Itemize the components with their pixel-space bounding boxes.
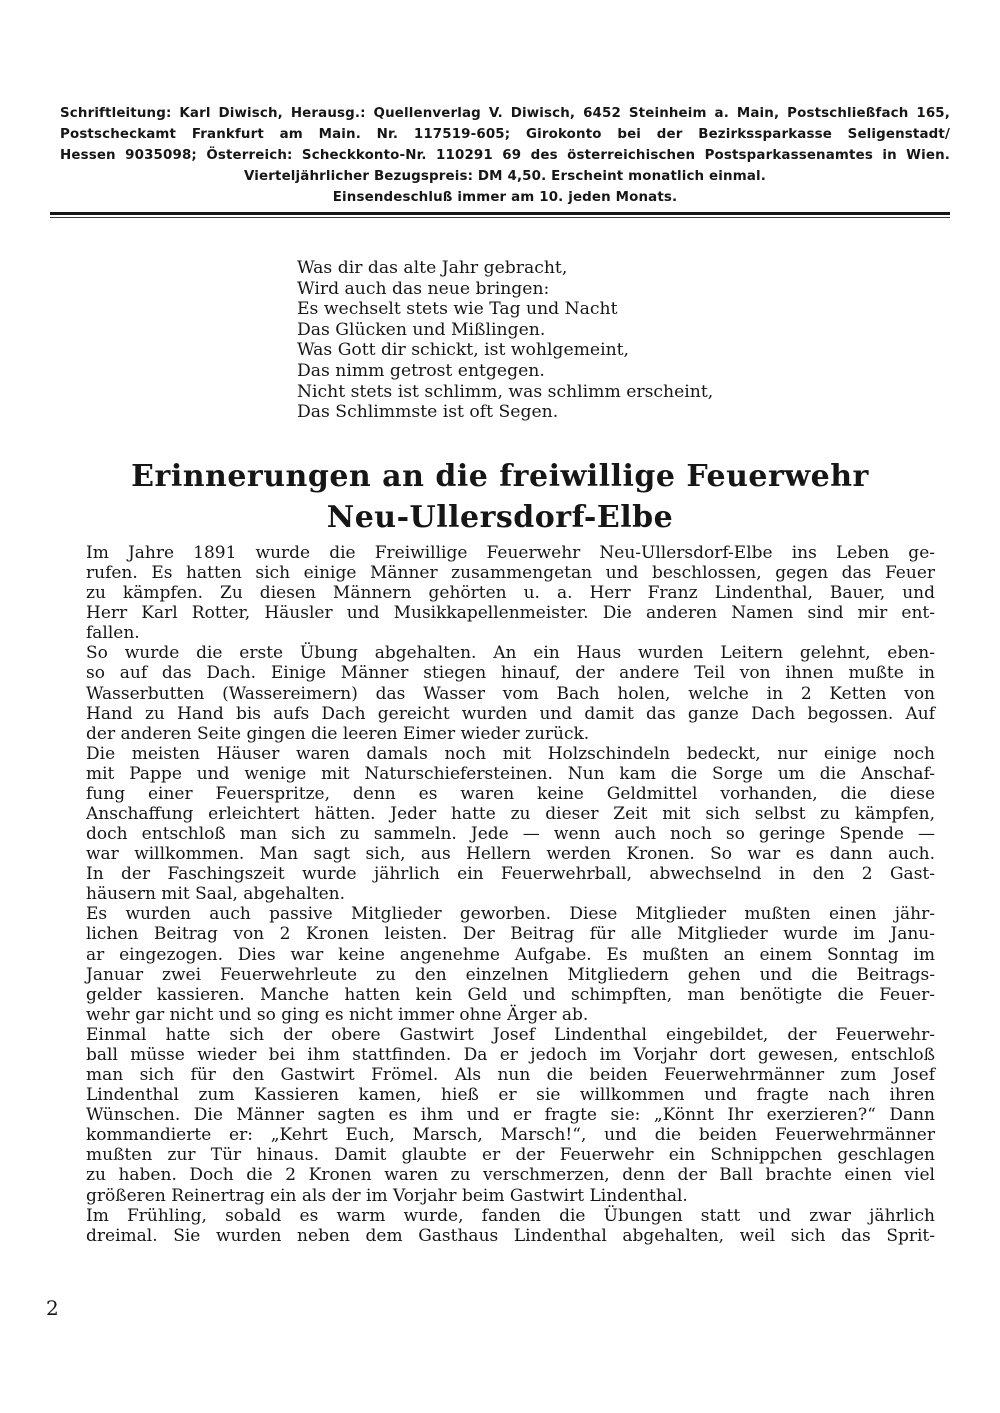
poem-line: Das Schlimmste ist oft Segen. bbox=[297, 402, 559, 423]
article-line: so auf das Dach. Einige Männer stiegen hinauf, der andere Teil von ihnen mußte in bbox=[86, 663, 935, 684]
article-line: Einmal hatte sich der obere Gastwirt Josef Lindenthal eingebildet, der Feuerwehr- bbox=[86, 1024, 935, 1045]
article-line: ar eingezogen. Dies war keine angenehme Aufgabe. Es mußten an einem Sonntag im bbox=[86, 944, 935, 965]
article-line: häusern mit Saal, abgehalten. bbox=[86, 884, 345, 905]
article-line: Lindenthal zum Kassieren kamen, hieß er sie willkommen und fragte nach ihren bbox=[86, 1085, 935, 1106]
article-title-line: Erinnerungen an die freiwillige Feuerwehr bbox=[131, 459, 869, 494]
article-line: kommandierte er: „Kehrt Euch, Marsch, Marsch!“, und die beiden Feuerwehrmänner bbox=[86, 1125, 935, 1146]
masthead-divider-thin bbox=[50, 217, 950, 218]
article-body bbox=[86, 543, 935, 1246]
article-line: lichen Beitrag von 2 Kronen leisten. Der Beitrag für alle Mitglieder wurde im Janu- bbox=[86, 924, 935, 945]
article-line: mit Pappe und wenige mit Naturschiefersteinen. Nun kam die Sorge um die Anschaf- bbox=[86, 763, 935, 784]
article-line: mußten zur Tür hinaus. Damit glaubte er der Feuerwehr ein Schnippchen geschlagen bbox=[86, 1145, 935, 1166]
article-line: rufen. Es hatten sich einige Männer zusammengetan und beschlossen, gegen das Feuer bbox=[86, 563, 935, 584]
article-line: wehr gar nicht und so ging es nicht immer ohne Ärger ab. bbox=[86, 1004, 589, 1025]
article-line: man sich für den Gastwirt Frömel. Als nun die beiden Feuerwehrmänner zum Josef bbox=[86, 1065, 935, 1086]
article-line: ball müsse wieder bei ihm stattfinden. Da er jedoch im Vorjahr dort gewesen, entschloß bbox=[86, 1044, 935, 1065]
masthead-divider-thick bbox=[50, 212, 950, 215]
article-line: Im Frühling, sobald es warm wurde, fanden die Übungen statt und zwar jährlich bbox=[86, 1205, 935, 1226]
masthead-line: Einsendeschluß immer am 10. jeden Monats. bbox=[332, 190, 678, 205]
article-title bbox=[60, 456, 940, 538]
masthead-line: Hessen 9035098; Österreich: Scheckkonto-Nr. 110291 69 des österreichischen Postsparkassenamtes in Wien. bbox=[60, 148, 950, 163]
article-line: Wünschen. Die Männer sagten es ihm und er fragte sie: „Könnt Ihr exerzieren?“ Dann bbox=[86, 1105, 935, 1126]
poem-line: Wird auch das neue bringen: bbox=[297, 278, 550, 299]
article-line: Anschaffung erleichtert hätten. Jeder hatte zu dieser Zeit mit sich selbst zu kämpfen, bbox=[86, 804, 935, 825]
poem-line: Das nimm getrost entgegen. bbox=[297, 360, 545, 381]
article-line: Januar zwei Feuerwehrleute zu den einzelnen Mitgliedern gehen und die Beitrags- bbox=[86, 964, 935, 985]
article-line: größeren Reinertrag ein als der im Vorjahr beim Gastwirt Lindenthal. bbox=[86, 1185, 688, 1206]
poem-line: Es wechselt stets wie Tag und Nacht bbox=[297, 299, 618, 320]
article-line: Im Jahre 1891 wurde die Freiwillige Feuerwehr Neu-Ullersdorf-Elbe ins Leben ge- bbox=[86, 543, 935, 563]
article-line: Wasserbutten (Wassereimern) das Wasser vom Bach holen, welche in 2 Ketten von bbox=[86, 683, 935, 704]
article-line: der anderen Seite gingen die leeren Eimer wieder zurück. bbox=[86, 723, 590, 744]
poem-line: Was dir das alte Jahr gebracht, bbox=[297, 258, 568, 278]
article-title-line: Neu-Ullersdorf-Elbe bbox=[326, 500, 674, 535]
article-line: doch entschloß man sich zu sammeln. Jede — wenn auch noch so geringe Spende — bbox=[86, 824, 935, 845]
article-line: dreimal. Sie wurden neben dem Gasthaus Lindenthal abgehalten, weil sich das Sprit- bbox=[86, 1225, 935, 1246]
article-line: zu haben. Doch die 2 Kronen waren zu verschmerzen, denn der Ball brachte einen viel bbox=[86, 1165, 935, 1186]
poem bbox=[297, 258, 817, 423]
article-line: zu kämpfen. Zu diesen Männern gehörten u. a. Herr Franz Lindenthal, Bauer, und bbox=[86, 583, 935, 604]
article-line: Hand zu Hand bis aufs Dach gereicht wurden und damit das ganze Dach begossen. Auf bbox=[86, 703, 935, 724]
article-line: Die meisten Häuser waren damals noch mit Holzschindeln bedeckt, nur einige noch bbox=[86, 743, 935, 764]
article-line: Es wurden auch passive Mitglieder geworben. Diese Mitglieder mußten einen jähr- bbox=[86, 904, 935, 925]
masthead bbox=[60, 103, 950, 208]
poem-line: Was Gott dir schickt, ist wohlgemeint, bbox=[297, 340, 630, 361]
page-number: 2 bbox=[46, 1296, 59, 1320]
article-line: So wurde die erste Übung abgehalten. An ein Haus wurden Leitern gelehnt, eben- bbox=[86, 643, 935, 664]
article-line: In der Faschingszeit wurde jährlich ein Feuerwehrball, abwechselnd in den 2 Gast- bbox=[86, 864, 935, 885]
poem-line: Nicht stets ist schlimm, was schlimm erscheint, bbox=[297, 381, 714, 402]
masthead-line: Postscheckamt Frankfurt am Main. Nr. 117519-605; Girokonto bei der Bezirkssparkasse Seligenstadt/ bbox=[60, 127, 950, 142]
poem-line: Das Glücken und Mißlingen. bbox=[297, 319, 546, 340]
masthead-line: Vierteljährlicher Bezugspreis: DM 4,50. Erscheint monatlich einmal. bbox=[244, 169, 766, 184]
article-line: Herr Karl Rotter, Häusler und Musikkapellenmeister. Die anderen Namen sind mir ent- bbox=[86, 603, 935, 624]
article-line: gelder kassieren. Manche hatten kein Geld und schimpften, man benötigte die Feuer- bbox=[86, 984, 935, 1005]
article-line: fung einer Feuerspritze, denn es waren keine Geldmittel vorhanden, die diese bbox=[86, 783, 935, 804]
article-line: fallen. bbox=[86, 623, 140, 644]
masthead-line: Schriftleitung: Karl Diwisch, Herausg.: Quellenverlag V. Diwisch, 6452 Steinheim a. Main, Postschließfach 165, bbox=[60, 106, 950, 121]
article-line: war willkommen. Man sagt sich, aus Hellern werden Kronen. So war es dann auch. bbox=[86, 844, 935, 865]
